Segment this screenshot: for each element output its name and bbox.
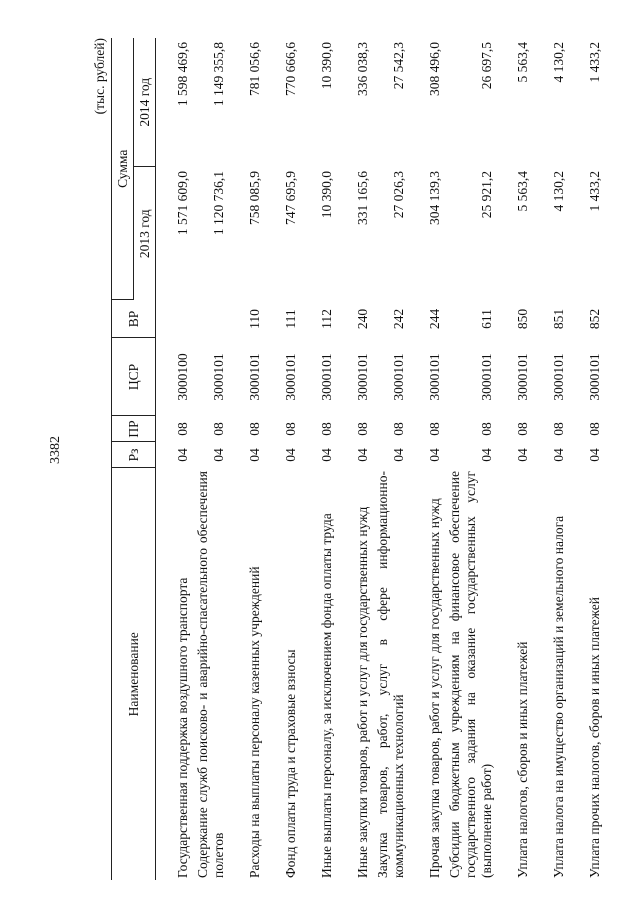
row-amount-2013: 27 026,3 xyxy=(391,171,406,219)
table-row xyxy=(336,38,372,880)
header-year-2014: 2014 год xyxy=(134,38,156,167)
row-amount-2013: 25 921,2 xyxy=(479,171,494,219)
row-amount-2014: 5 563,4 xyxy=(515,41,530,83)
row-amount-2013: 1 571 609,0 xyxy=(175,171,190,236)
row-name: Субсидии бюджетным учреждениям на финансовое обеспечение государственного задания на оказание государственных услуг (выполнение работ) xyxy=(447,471,494,878)
row-vr: 242 xyxy=(391,308,406,330)
table-row xyxy=(192,38,228,880)
row-rz: 04 xyxy=(587,448,602,462)
row-pr: 08 xyxy=(479,422,494,436)
units-note: (тыс. рублей) xyxy=(92,38,107,115)
row-amount-2014: 781 056,6 xyxy=(247,41,262,96)
row-amount-2014: 308 496,0 xyxy=(427,41,442,96)
row-csr: 3000101 xyxy=(283,353,298,401)
table-row xyxy=(496,38,532,880)
row-csr: 3000101 xyxy=(247,353,262,401)
table-row xyxy=(408,38,444,880)
row-rz: 04 xyxy=(515,448,530,462)
header-pr: ПР xyxy=(112,416,156,442)
row-rz: 04 xyxy=(479,448,494,462)
row-vr: 112 xyxy=(319,309,334,329)
row-rz: 04 xyxy=(319,448,334,462)
row-name: Расходы на выплаты персоналу казенных учреждений xyxy=(247,566,262,878)
row-pr: 08 xyxy=(211,422,226,436)
row-pr: 08 xyxy=(587,422,602,436)
row-amount-2013: 10 390,0 xyxy=(319,171,334,219)
row-pr: 08 xyxy=(283,422,298,436)
row-name: Прочая закупка товаров, работ и услуг для государственных нужд xyxy=(427,498,442,878)
row-amount-2013: 1 433,2 xyxy=(587,171,602,212)
row-rz: 04 xyxy=(175,448,190,462)
table-row xyxy=(444,38,496,880)
row-csr: 3000101 xyxy=(479,353,494,401)
row-name: Уплата прочих налогов, сборов и иных платежей xyxy=(587,597,602,878)
row-amount-2013: 747 695,9 xyxy=(283,171,298,225)
row-csr: 3000101 xyxy=(319,353,334,401)
table-row xyxy=(568,38,604,880)
header-name: Наименование xyxy=(112,468,156,880)
row-pr: 08 xyxy=(247,422,262,436)
row-rz: 04 xyxy=(391,448,406,462)
row-amount-2014: 4 130,2 xyxy=(551,41,566,83)
page-number: 3382 xyxy=(48,436,63,464)
row-vr: 240 xyxy=(355,308,370,330)
table-row xyxy=(532,38,568,880)
header-rz: Рз xyxy=(112,442,156,468)
row-amount-2013: 331 165,6 xyxy=(355,171,370,225)
row-vr: 244 xyxy=(427,308,442,330)
row-amount-2014: 26 697,5 xyxy=(479,41,494,90)
row-name: Содержание служб поисково- и аварийно-спасательного обеспечения полетов xyxy=(195,471,226,878)
header-sum: Сумма xyxy=(112,38,134,300)
row-amount-2013: 304 139,3 xyxy=(427,171,442,225)
row-pr: 08 xyxy=(319,422,334,436)
table-body xyxy=(156,38,605,880)
row-csr: 3000101 xyxy=(587,353,602,401)
header-vr: ВР xyxy=(112,300,156,338)
table-row xyxy=(228,38,264,880)
row-vr: 110 xyxy=(247,309,262,329)
row-amount-2014: 1 598 469,6 xyxy=(175,41,190,107)
row-vr: 611 xyxy=(479,309,494,329)
row-rz: 04 xyxy=(283,448,298,462)
table-row xyxy=(156,38,193,880)
row-amount-2014: 1 433,2 xyxy=(587,41,602,83)
row-csr: 3000100 xyxy=(175,353,190,401)
table-row xyxy=(372,38,408,880)
header-year-2013: 2013 год xyxy=(134,167,156,300)
row-vr xyxy=(156,300,193,338)
row-pr: 08 xyxy=(427,422,442,436)
row-rz: 04 xyxy=(551,448,566,462)
row-vr xyxy=(192,300,228,338)
row-csr: 3000101 xyxy=(427,353,442,401)
row-amount-2014: 1 149 355,8 xyxy=(211,41,226,107)
row-name: Иные закупки товаров, работ и услуг для государственных нужд xyxy=(355,506,370,878)
row-amount-2013: 758 085,9 xyxy=(247,171,262,225)
row-pr: 08 xyxy=(175,422,190,436)
row-csr: 3000101 xyxy=(391,353,406,401)
row-csr: 3000101 xyxy=(355,353,370,401)
row-name: Иные выплаты персоналу, за исключением фонда оплаты труда xyxy=(319,513,334,878)
row-amount-2014: 27 542,3 xyxy=(391,41,406,90)
budget-table xyxy=(111,38,604,880)
row-pr: 08 xyxy=(515,422,530,436)
row-amount-2014: 10 390,0 xyxy=(319,41,334,90)
row-csr: 3000101 xyxy=(515,353,530,401)
row-name: Фонд оплаты труда и страховые взносы xyxy=(283,649,298,878)
row-rz: 04 xyxy=(211,448,226,462)
header-csr: ЦСР xyxy=(112,338,156,416)
row-rz: 04 xyxy=(355,448,370,462)
row-vr: 850 xyxy=(515,308,530,330)
row-rz: 04 xyxy=(427,448,442,462)
row-amount-2013: 1 120 736,1 xyxy=(211,171,226,236)
row-amount-2014: 336 038,3 xyxy=(355,41,370,96)
row-pr: 08 xyxy=(391,422,406,436)
row-name: Уплата налога на имущество организаций и земельного налога xyxy=(551,515,566,878)
rotated-content xyxy=(89,38,602,880)
row-name: Уплата налогов, сборов и иных платежей xyxy=(515,641,530,878)
row-pr: 08 xyxy=(355,422,370,436)
row-amount-2013: 4 130,2 xyxy=(551,171,566,212)
table-row xyxy=(300,38,336,880)
row-csr: 3000101 xyxy=(211,353,226,401)
row-amount-2013: 5 563,4 xyxy=(515,171,530,212)
row-vr: 852 xyxy=(587,308,602,330)
table-row xyxy=(264,38,300,880)
row-pr: 08 xyxy=(551,422,566,436)
row-vr: 851 xyxy=(551,308,566,330)
row-rz: 04 xyxy=(247,448,262,462)
row-vr: 111 xyxy=(283,309,298,329)
row-csr: 3000101 xyxy=(551,353,566,401)
row-amount-2014: 770 666,6 xyxy=(283,41,298,96)
row-name: Закупка товаров, работ, услуг в сфере информационно-коммуникационных технологий xyxy=(375,471,406,878)
row-name: Государственная поддержка воздушного транспорта xyxy=(175,577,190,878)
